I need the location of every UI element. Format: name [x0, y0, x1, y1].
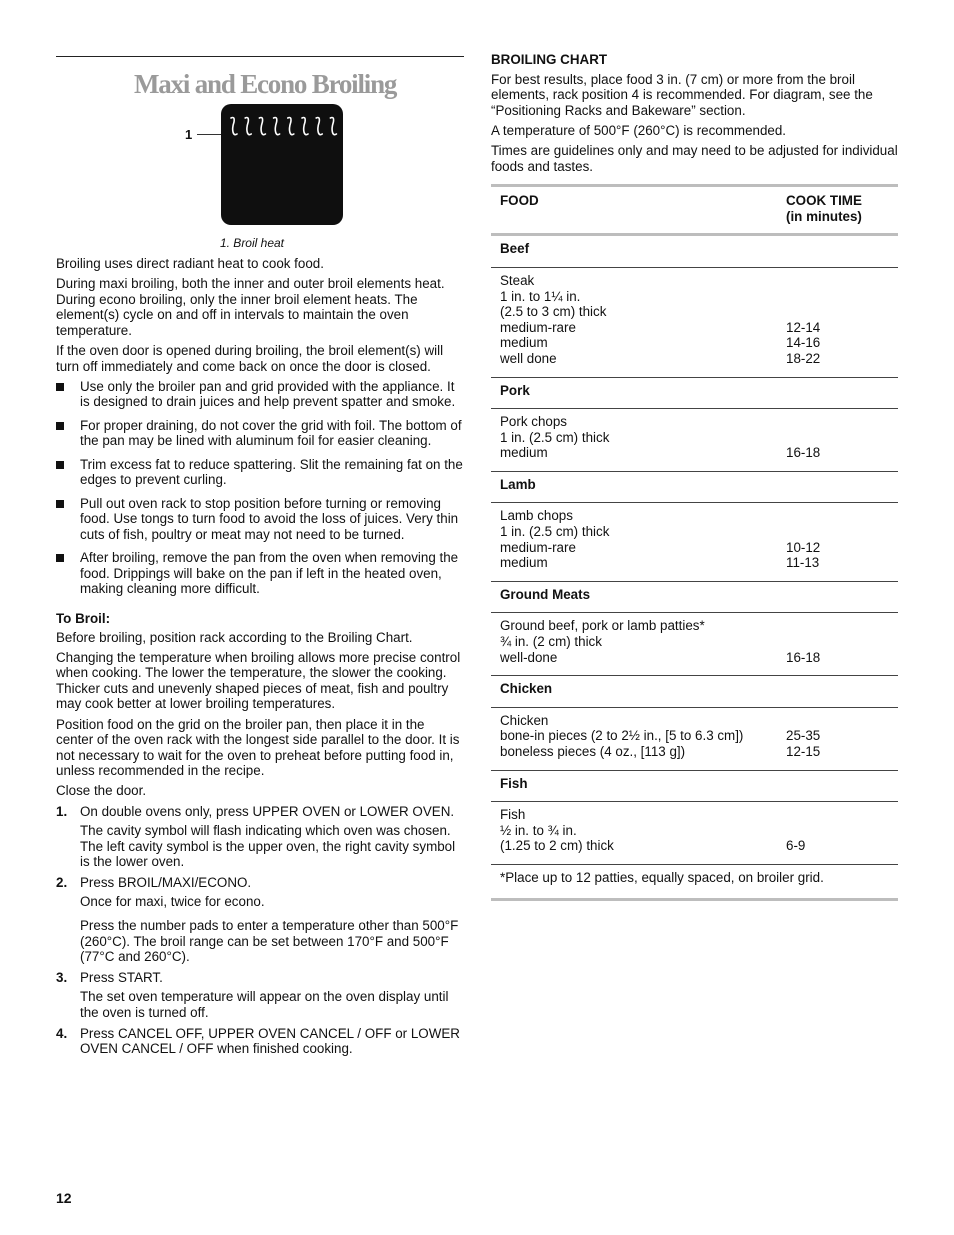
chart-intro-paragraph: For best results, place food 3 in. (7 cm) or more from the broil elements, rack position 4 is recommended. For diagram, see the “Positioning Racks and Bakeware” section. [491, 71, 873, 118]
step-text: Press CANCEL OFF, UPPER OVEN CANCEL / OFF or LOWER OVEN CANCEL / OFF when finished cooking. [80, 1025, 460, 1057]
left-column [56, 56, 464, 1062]
step-detail: The cavity symbol will flash indicating which oven was chosen. The left cavity symbol is the upper oven, the right cavity symbol is the lower oven. [80, 823, 456, 870]
food-line: Ground beef, pork or lamb patties* [500, 618, 705, 634]
cook-time-line: 16-18 [786, 649, 821, 665]
category-label: Lamb [500, 476, 536, 492]
category-label: Pork [500, 382, 530, 398]
step-detail: Press the number pads to enter a temperature other than 500°F (260°C). The broil range can be set between 170°F and 500°F (77°C and 260°C). [80, 918, 459, 965]
step-detail: The set oven temperature will appear on the oven display until the oven is turned off. [80, 989, 449, 1021]
step-item [56, 970, 464, 1021]
broiling-chart-table [491, 184, 898, 900]
cook-time-line: 25-35 [786, 728, 821, 744]
food-line: boneless pieces (4 oz., [113 g]) [500, 744, 686, 759]
header-food: FOOD [500, 193, 539, 209]
cook-time-line: 11-13 [786, 555, 820, 571]
right-column [491, 52, 898, 901]
broil-heat-icon [221, 104, 343, 225]
cook-time-line [786, 524, 889, 540]
intro-paragraph-1: Broiling uses direct radiant heat to cook food. [56, 256, 324, 271]
cook-time-line: 14-16 [786, 335, 821, 351]
food-line: 1 in. (2.5 cm) thick [500, 524, 610, 540]
food-line: Steak [500, 272, 535, 288]
food-line: Pork chops [500, 414, 567, 430]
cook-time-cell [777, 707, 898, 770]
cook-time-line [786, 713, 889, 729]
category-label: Fish [500, 775, 528, 791]
food-line: ¾ in. (2 cm) thick [500, 634, 602, 650]
food-line: medium [500, 445, 548, 461]
cook-time-line [786, 634, 889, 650]
food-line: medium-rare [500, 319, 576, 335]
intro-paragraph-3: If the oven door is opened during broiling, the broil element(s) will turn off immediately and come back on once the door is closed. [56, 342, 444, 374]
step-item [56, 875, 464, 965]
food-line: well done [500, 350, 557, 366]
cook-time-line [786, 508, 889, 524]
tip-item: For proper draining, do not cover the grid with foil. The bottom of the pan may be lined with aluminum foil for easier cleaning. [56, 418, 464, 449]
tip-item: Use only the broiler pan and grid provided with the appliance. It is designed to drain juices and help prevent spatter and smoke. [56, 379, 464, 410]
cook-time-cell [777, 503, 898, 581]
food-cell [491, 267, 777, 377]
to-broil-paragraph: Before broiling, position rack according to the Broiling Chart. [56, 629, 413, 645]
food-line: Chicken [500, 712, 549, 728]
to-broil-heading: To Broil: [56, 610, 111, 626]
step-number: 1. [56, 803, 68, 819]
table-body [491, 235, 898, 899]
food-line: medium [500, 335, 548, 351]
to-broil-paragraph: Changing the temperature when broiling allows more precise control when cooking. The lower the temperature, the slower the cooking. Thicker cuts and unevenly shaped pieces of meat, fish and poultry may cook better at lower broiling temperatures. [56, 649, 461, 712]
cook-time-line [786, 430, 889, 446]
table-row [491, 802, 898, 865]
food-cell [491, 613, 777, 676]
tips-list [56, 379, 464, 597]
tip-item: Trim excess fat to reduce spattering. Slit the remaining fat on the edges to prevent curling. [56, 457, 464, 488]
cook-time-line: 10-12 [786, 539, 821, 555]
table-category-row [491, 581, 898, 613]
table-row [491, 613, 898, 676]
cook-time-line [786, 823, 889, 839]
food-cell [491, 503, 777, 581]
table-row [491, 267, 898, 377]
table-header-row [491, 186, 898, 235]
table-category-row [491, 471, 898, 503]
table-footnote: *Place up to 12 patties, equally spaced, on broiler grid. [500, 869, 824, 885]
category-label: Ground Meats [500, 586, 591, 602]
broil-figure [56, 104, 464, 256]
cook-time-line [786, 273, 889, 289]
cook-time-line [786, 414, 889, 430]
category-label: Beef [500, 241, 530, 257]
tip-item: After broiling, remove the pan from the oven when removing the food. Drippings will bake on the pan if left in the heated oven, making cleaning more difficult. [56, 550, 464, 597]
step-item [56, 1026, 464, 1057]
top-rule [56, 56, 464, 57]
chart-intro-paragraph: Times are guidelines only and may need to be adjusted for individual foods and tastes. [491, 142, 898, 174]
food-cell [491, 802, 777, 865]
food-line: bone-in pieces (2 to 2½ in., [5 to 6.3 cm]) [500, 728, 744, 744]
page-number: 12 [56, 1190, 72, 1206]
table-category-row [491, 770, 898, 802]
tip-item: Pull out oven rack to stop position before turning or removing food. Use tongs to turn food to avoid the loss of juices. Very thin cuts of fish, poultry or meat may not need to be turned. [56, 496, 464, 543]
food-line: ½ in. to ¾ in. [500, 822, 577, 838]
cook-time-line [786, 304, 889, 320]
table-category-row [491, 235, 898, 268]
figure-caption: 1. Broil heat [219, 236, 285, 250]
figure-callout: 1 [185, 127, 193, 142]
cook-time-line [786, 807, 889, 823]
broiling-chart-heading: BROILING CHART [491, 52, 608, 67]
cook-time-line: 18-22 [786, 350, 821, 366]
food-line: medium [500, 555, 548, 571]
food-line: 1 in. to 1¼ in. [500, 288, 581, 304]
cook-time-line: 6-9 [786, 838, 806, 854]
food-line: (2.5 to 3 cm) thick [500, 304, 607, 320]
table-footnote-row [491, 864, 898, 899]
cook-time-line [786, 618, 889, 634]
cook-time-cell [777, 613, 898, 676]
cook-time-line: 12-15 [786, 744, 821, 759]
food-line: 1 in. (2.5 cm) thick [500, 429, 610, 445]
table-row [491, 503, 898, 581]
table-row [491, 707, 898, 770]
cook-time-cell [777, 267, 898, 377]
cook-time-line: 12-14 [786, 319, 821, 335]
header-cook-time-line: COOK TIME [786, 193, 862, 209]
step-item [56, 804, 464, 870]
food-cell [491, 409, 777, 472]
food-line: (1.25 to 2 cm) thick [500, 838, 614, 854]
to-broil-paragraph: Close the door. [56, 783, 147, 799]
broil-steps [56, 804, 464, 1057]
table-row [491, 409, 898, 472]
header-cook-time-unit: (in minutes) [786, 208, 862, 224]
cook-time-line [786, 289, 889, 305]
step-text: On double ovens only, press UPPER OVEN or LOWER OVEN. [80, 803, 455, 819]
food-line: well-done [500, 649, 558, 665]
step-detail: Once for maxi, twice for econo. [80, 894, 265, 910]
step-text: Press BROIL/MAXI/ECONO. [80, 874, 252, 890]
table-category-row [491, 377, 898, 409]
cook-time-cell [777, 409, 898, 472]
food-line: medium-rare [500, 539, 576, 555]
header-cook-time [777, 186, 898, 235]
cook-time-line: 16-18 [786, 445, 821, 461]
food-cell [491, 707, 777, 770]
food-line: Lamb chops [500, 508, 573, 524]
table-category-row [491, 676, 898, 708]
food-line: Fish [500, 807, 526, 823]
step-number: 2. [56, 874, 68, 890]
chart-intro-paragraph: A temperature of 500°F (260°C) is recommended. [491, 122, 787, 138]
intro-paragraph-2: During maxi broiling, both the inner and outer broil elements heat. During econo broiling, only the inner broil element heats. The element(s) cycle on and off in intervals to maintain the oven temperature. [56, 276, 445, 338]
page-title: Maxi and Econo Broiling [134, 69, 397, 99]
step-number: 4. [56, 1025, 68, 1041]
cook-time-cell [777, 802, 898, 865]
category-label: Chicken [500, 681, 553, 697]
to-broil-paragraph: Position food on the grid on the broiler pan, then place it in the center of the oven rack with the longest side parallel to the door. It is not necessary to wait for the oven to preheat before putting food in, unless recommended in the recipe. [56, 716, 460, 779]
step-text: Press START. [80, 969, 163, 985]
step-number: 3. [56, 969, 68, 985]
